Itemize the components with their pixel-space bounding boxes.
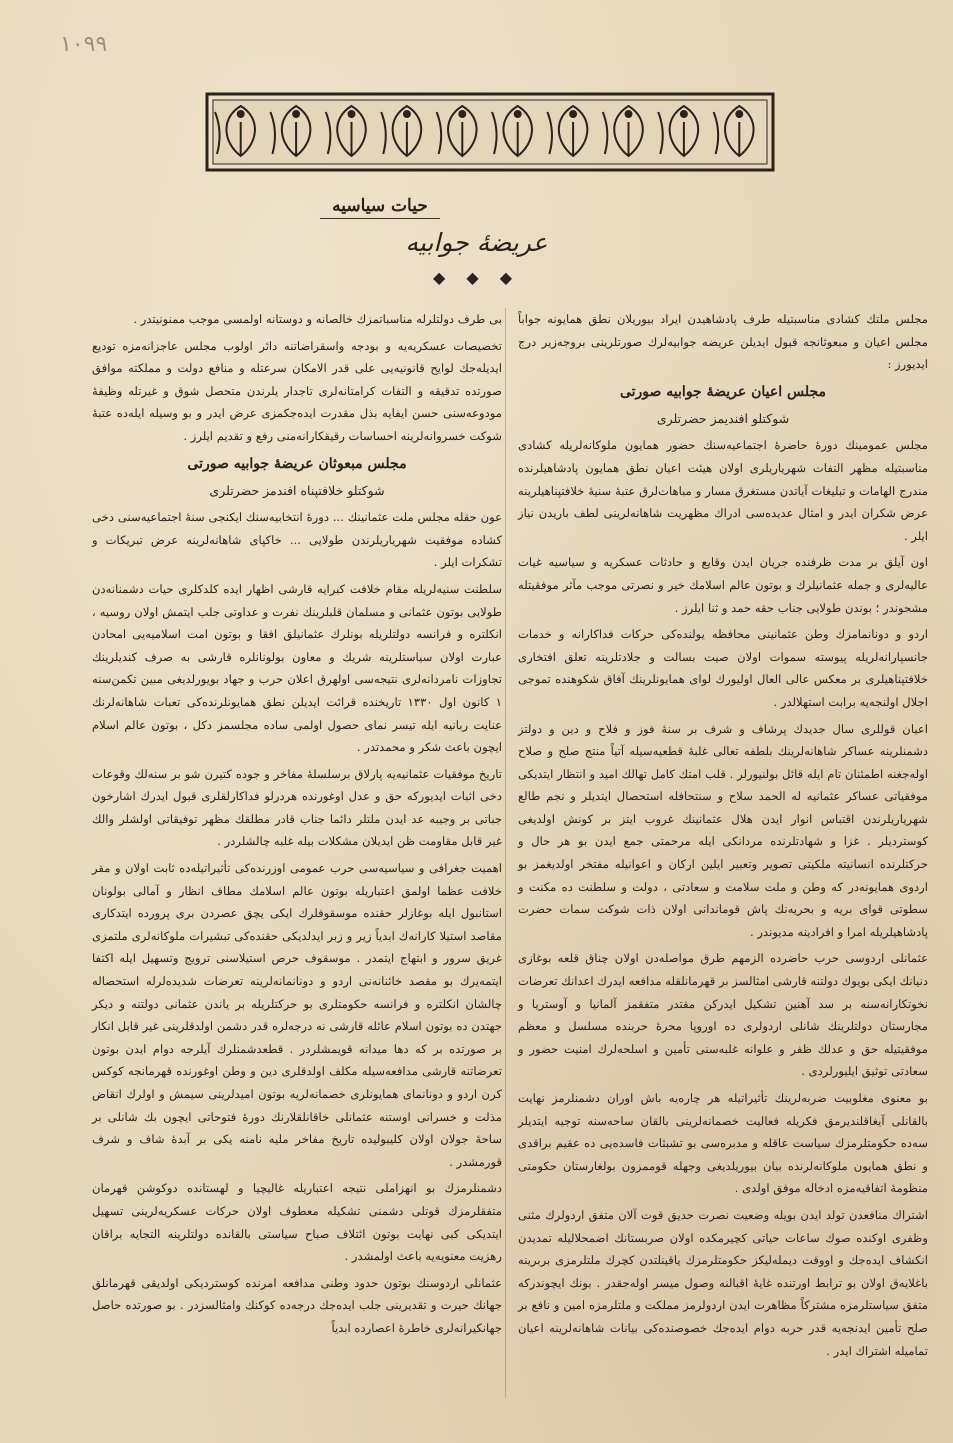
paragraph: بو معنوی مغلوبیت ضربه‌لرینك تأثیراتیله هر چاره‌یه باش اوران دشمنلرمز نهایت بالقانلی آیغاقلندیرمق فکریله فعالیت خصمانه‌لرینی بالقان ساحه‌سنه توجیه ایتدیلر سه‌ده حکومتلرمزك سیاست عاقله و مدبره‌سی بو تشبثات فاسده‌یی ده عقیم براقدی و نطق همایون ملوکانه‌لرنده بیان بیوریلدیغی وجهله قوممزون بولغارستان حکومتی منظومهٔ اتفاقیه‌مزه ادخاله موفق اولدی . <box>518 1091 928 1196</box>
paragraph: سلطنت سنیه‌لریله مقام خلافت کبرایه قارشی اظهار ایده کلدکلری حیات دشمنانه‌دن طولایی بوتون عثمانی و مسلمان قلبلرینك نفرت و عداوتی جلب ایتمش اولان روسیه ، انکلتره و فرانسه دولتلریله بونلرك عثمانیلق افقا و بوتون امت اسلامیه‌یی امحادن عبارت اولان سیاستلرینه شریك و معاون بولونانلره قارشی به صرف کندیلرینك تجاوزات نامردانه‌لری نتیجه‌سی اولهرق اعلان حرب و جهاد بویورلدیغی مبین تکمن‌سنه ۱ کانون اول ۱۳۳۰ تاریخنده قرائت ایدیلن نطق همایونلرنده‌کی تعبات شاهانه‌لرنك عنایت ربانیه ایله تیسر نمای حصول اولمی ساده مجلسمز دکل ، بوتون عالم اسلام ایچون باعث شکر و محمدتدر . <box>92 581 502 755</box>
article-title: عریضهٔ جوابیه <box>405 228 548 257</box>
paragraph: اردو و دونانمامزك وطن عثمانینی محافظه یولنده‌کی حرکات فداکارانه و خدمات جانسپارانه‌لریله پیوسته سموات اولان صیت بسالت و جلادتلرینه تعلق افتخاری خلافتپناهیلری بر معکس عالی العال اولیورك لوای همایونلرینك آفاق شکوهنده تموجی اجلال اولنجه‌یه برابت استهلالدر . <box>518 627 928 709</box>
deputies-reply-heading: مجلس مبعوثان عریضهٔ جوابیه صورتی <box>187 455 407 472</box>
senate-salutation: شوکتلو افندیمز حضرتلری <box>656 410 790 426</box>
deputies-salutation: شوکتلو خلافتپناه افندمز حضرتلری <box>209 482 385 498</box>
paragraph: مجلس عمومینك دورهٔ حاضرهٔ اجتماعیه‌سنك حضور همایون ملوکانه‌لریله کشادی مناسبتیله مظهر التفات شهریاریلری اولان هیئت اعیان نطق همایون پادشاهیلرنده مندرج الهامات و تبلیغات آیاتدن مستغرق مسار و مباهات‌لرق عتبهٔ سنیهٔ خلافتپناهیلرینه عرض شکران ایدر و امثال عدیده‌سی ادراك مظهریت شاهانه‌لرینی لطف باریدن نیاز ایلر . <box>518 438 928 543</box>
section-heading: حیات سیاسیه <box>320 196 440 219</box>
paragraph: دشمنلرمزك بو انهزاملی نتیجه اعتباریله غالیچیا و لهستانده دوکوشن قهرمان متفقلرمزك قوتلی دشمنی تشکیله معطوف اولان حرکات عسکریه‌لرینی تسهیل ایتدیکی کبی نهایت بوتون ائتلاف صباح سیاستی بالقانده دولتلرینه التجایه براقان رهزیت معنویه‌یه باعث اولمشدر . <box>92 1181 502 1264</box>
paragraph: بی طرف دولتلرله مناسباتمزك خالصانه و دوستانه اولمسی موجب ممنونیتدر . <box>133 312 502 326</box>
paragraph: اشتراك منافعدن تولد ایدن بویله وضعیت نصرت حدیق قوت آلان متفق اردولرك مثنی وظفری اوکنده صوك ساعات حیاتی کچیرمکده اولان صربستانك اضمحلالیله تمدیدن انکشاف ایده‌جك و اووقت دیمله‌لیکز حکومتلرمزك یاقینلتدن کچرك ملتلرمزی بربرینه باغلایه‌ق اولان بو ترابط اورتنده غایهٔ اقبالنه وصول میسر اوله‌جقدر . بونك ایچوندرکه متفق سیاستلرمزه مشترکاً مظاهرت ایدن اردولرمز مملکت و ملتلرمزه امین و نافع بر صلح تأمین ایدنجه‌یه قدر حربه دوام ایده‌جك خصوصنده‌کی بیانات شاهانه‌لرینه اعیان تمامیله اشتراك ایدر . <box>518 1207 928 1358</box>
page-number: ١٠٩٩ <box>60 32 108 57</box>
title-separator-ornament: ◆ ◆ ◆ <box>432 268 521 287</box>
column-divider <box>505 308 506 1398</box>
senate-reply-heading: مجلس اعیان عریضهٔ جوابیه صورتی <box>619 383 826 400</box>
paragraph: اون آیلق بر مدت ظرفنده جریان ایدن وقایع و حادثات عسکریه و سیاسیه غیات عالیه‌لری و جمله عثمانیلرك و بوتون عالم اسلامك خیر و نصرتی موجب مآثر موفقیتله مشحوندر ؛ بوندن طولایی جناب حقه حمد و ثنا ایلرز . <box>518 555 928 615</box>
paragraph: تاریخ موفقیات عثمانیه‌یه پارلاق برسلسلهٔ مفاخر و جوده کتیرن شو بر سنه‌لك وقوعات دخی اثبات ایدیورکه حق و عدل اوغورنده هردرلو فداکارلقلری قبول ایدرك اشارخون جباتی بر وجیبه عد ایدن ملتلر دائما جناب قادر مطلقك مظهر توفیقاتی اولشلر والك غیر قابل مقاومت ظن ایدیلان مشکلات بیله غلبه چالشلردر . <box>92 766 502 849</box>
paragraph: اعیان قوللری سال جدیدك پرشاف و شرف بر سنهٔ فوز و فلاح و دین و دولتز دشمنلرینه عساکر شاهانه‌لرینك بلطفه تعالی غلبهٔ قطعیه‌سیله آتیاً منتج صلح و صلاح اوله‌جغنه اطمئنان تام ایله قائل بولنیورلر . قلب امتك کامل تهالك امید و انتظار ایتدیکی موفقیاتی عساکر عثمانیه له الحمد سلاح و سنتحافله استحصال ایتدیلر و نجم طالع شهریاریلرندن اقتباس انوار ایدن هلال عثمانینك غروب ایتز بر کونش اولدیغی کوستردیلر . غزا و شهادتلرنده مردانکی ایله مرحمتی جمع ایدن بو هر حال و حرکتلرنده انسانیته ملکیتی تصویر وتعبیر ایلین ارکان و اعوانیله مفتخر اولدیغمز بو اردوی همایونه‌در که وطن و ملت سلامت و سعادتی ، دولت و سلطنت ده مکنت و سطوتی قوای بریه و بحریه‌نك پاش قوماندانی اولان ذات شوکت سمات حضرت پادشاهیلریله امرا و افرادینه مدیوندر . <box>518 721 928 939</box>
intro-paragraph: مجلس ملتك کشادی مناسبتیله طرف پادشاهیدن ایراد بیوریلان نطق همایونه جواباً مجلس اعیان و مبعوثانجه قبول ایدیلن عریضه جوابیه‌لرك صورتلرینی بروجه‌زیر درج ایدیورز : <box>518 312 928 372</box>
paragraph: اهمیت جغرافی و سیاسیه‌سی حرب عمومی اوزرنده‌کی تأثیراتیله‌ده ثابت اولان و مقر خلافت عظما اولمق اعتباریله بوتون عالم اسلامك مطاف انظار و آمالی بولونان استانبول ایله بوغازلر حقنده موسقوفلرك ایکی یچق عصردن بری پرورده ایتدکاری مقاصد استیلا کارانه‌ك ابدیاً زیر و زبر ایدلدیکی حقنده‌کی تبشیرات ملوکانه‌لری ملتمزی غریق سرور و ابتهاج ایتمدر . موسقوف حرص استیلاسنی ترویج وتسهیل ایله اکتفا ایتمه‌یرك بو مقصد خائنانه‌نی اردو و دونانمانه‌لرینه تعرضات شدیده‌لرله استحصاله چالشان انکلتره و فرانسه حکومتلری بو حرکتلریله بر یاندن عثمانی دولتنه و دیکر جهتدن ده بوتون اسلام عائله قارشی نه درجه‌لره قدر دشمن اولدقلرینی غیر قابل انکار بر صورتده بر که دها میدانه قویمشلردر . قطعدشمنلرك آیلرجه دوام ایدن بوتون تعرضاتنه قارشی مدافعه‌سیله مکلف اولدقلری دین و وطن اوغورنده قهرمانجه کوکس کرن اردو و دونانمای همایونلری خصمانه‌لریه بوتون امیدلرینی سیمش و اولرك انقاض مذلت و خسرانی اوستنه عثمانلی خاقانلقلارنك دورهٔ فتوحاتی ایچون بك شانلی بر ساحهٔ جولان اولان کلیبولیده تاریخ مفاخر ملیه نامنه یکی بر آبدهٔ شاف و شرف قورمشدر . <box>92 861 502 1169</box>
floral-banner-ornament <box>205 92 775 172</box>
right-column <box>518 308 928 1366</box>
left-column <box>92 308 502 1344</box>
paragraph: عون حقله مجلس ملت عثمانینك ... دورهٔ انتخابیه‌سنك ایکنجی سنهٔ اجتماعیه‌سنی دخی کشاده موفقیت شهریاریلرندن طولایی ... خاکپای شاهانه‌لرینه عرض تبریکات و تشکرات ایلر . <box>92 510 502 570</box>
paragraph: عثمانلی اردوسنك بوتون حدود وطنی مدافعه امرنده کوستردیکی اولدیقی قهرمانلق جهانك حیرت و تقدیرینی جلب ایده‌جك درجه‌ده کوکنك وامثالسزدر . بو صورتده حاصل جهانکیرانه‌لری خاطرهٔ اعصارده ابدیاً <box>92 1275 502 1335</box>
paragraph: تخصیصات عسکریه‌یه و بودجه واسقراضاتنه دائر اولوب مجلس عاجزانه‌مزه تودیع ایدیله‌جك لوایح قانونیه‌یی علی قدر الامکان سرعتله و منافع دولت و مملکته موافق صورتده تدقیقه و التفات کرامتانه‌لری تاجدار یلرندن متحصل شوق و غیرتله وظیفهٔ مودوعه‌سنی حسن ایفایه بذل مقدرت ایده‌جکمزی عرض ایدر و بو وسیله ایله‌ده عتبهٔ شوکت خسروانه‌لرینه احساسات رقیقکارانه‌منی رفع و تقدیم ایلرز . <box>92 338 502 443</box>
paragraph: عثمانلی اردوسی حرب حاضرده الزمهم طرق مواصله‌دن اولان چناق قلعه بوغازی دنیانك ایکی بویوك دولتنه قارشی امثالسز بر قهرمانلقله مدافعه ایدرك اعدانك تعرضات نخوتکارانه‌سنه بر سد آهنین تشکیل ایدرکن مقتدر متفقمز آلمانیا و آوستریا و مجارستان دولتلرینك شانلی اردولری ده اوروپا محرهٔ حربنده مسلسل و معظم موفقیتیله حق و عدلك ظفر و علوانه غلبه‌سنی تأمین و اسلحه‌لرك امنیت حضور و سعادتی توثیق ایلیورلردی . <box>518 951 928 1079</box>
